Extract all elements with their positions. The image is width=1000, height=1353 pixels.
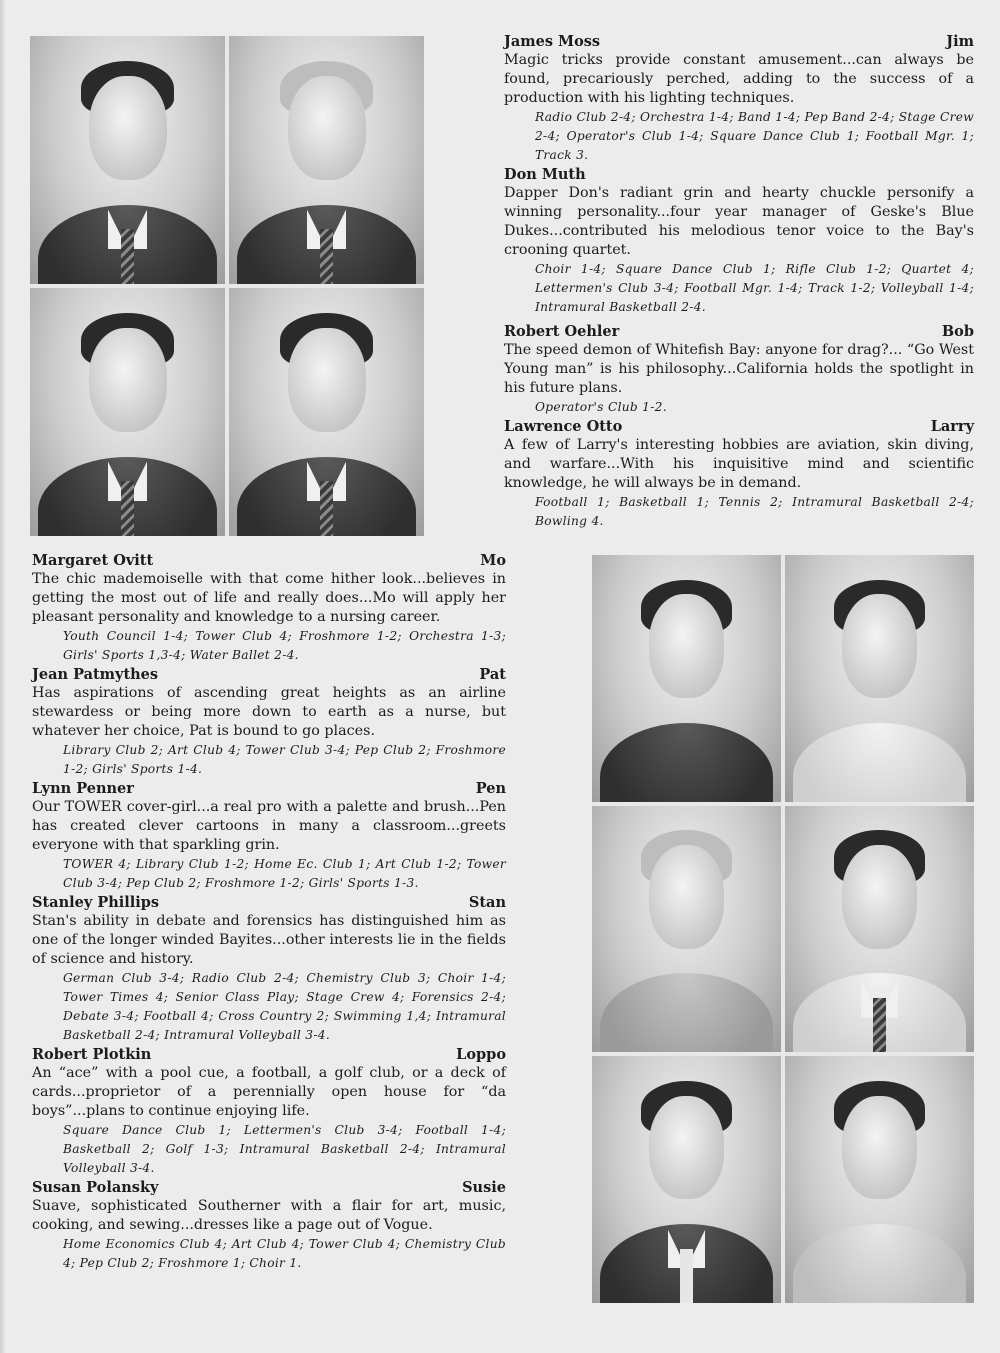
student-nickname: Bob (941, 323, 974, 340)
senior-entry (32, 1178, 506, 1273)
student-name: Susan Polansky (32, 1179, 159, 1196)
student-name: Robert Oehler (504, 323, 620, 340)
student-nickname: Pat (479, 666, 506, 683)
student-description: Magic tricks provide constant amusement...can always be found, precariously perched, adding to the success of a production with his lighting techniques. (504, 52, 974, 106)
student-description: An “ace” with a pool cue, a football, a golf club, or a deck of cards...proprietor of a perennially open house for “da boys”...plans to continue enjoying life. (32, 1065, 506, 1119)
student-description: The chic mademoiselle with that come hither look...believes in getting the most out of life and really does...Mo will apply her pleasant personality and knowledge to a nursing career. (32, 571, 506, 625)
student-name: Robert Plotkin (32, 1046, 152, 1063)
student-activities: Football 1; Basketball 1; Tennis 2; Intramural Basketball 2-4; Bowling 4. (535, 495, 974, 528)
biography-column-left (32, 551, 506, 1273)
senior-entry (32, 551, 506, 665)
senior-entry (32, 779, 506, 893)
student-name: Margaret Ovitt (32, 552, 154, 569)
student-name: Don Muth (504, 166, 586, 183)
senior-entry (504, 165, 974, 317)
student-description: Suave, sophisticated Southerner with a flair for art, music, cooking, and sewing...dresses like a page out of Vogue. (32, 1198, 506, 1233)
student-description: Our TOWER cover-girl...a real pro with a palette and brush...Pen has created clever cartoons in many a classroom...greets everyone with that sparkling grin. (32, 799, 506, 853)
senior-entry (504, 322, 974, 417)
portrait-photo (785, 555, 974, 802)
senior-entry (32, 1045, 506, 1178)
portrait-photo (785, 806, 974, 1053)
senior-entry (504, 417, 974, 531)
student-name: Jean Patmythes (32, 666, 159, 683)
portrait-photo (229, 288, 424, 536)
student-name: Lawrence Otto (504, 418, 623, 435)
portrait-photo (30, 36, 225, 284)
student-activities: TOWER 4; Library Club 1-2; Home Ec. Club 1; Art Club 1-2; Tower Club 3-4; Pep Club 2; Froshmore 1-2; Girls' Sports 1-3. (63, 857, 506, 890)
student-nickname: Jim (946, 33, 974, 50)
senior-entry (32, 893, 506, 1045)
student-activities: Library Club 2; Art Club 4; Tower Club 3-4; Pep Club 2; Froshmore 1-2; Girls' Sports 1-4. (63, 743, 506, 776)
portrait-grid-top (30, 36, 424, 536)
portrait-photo (592, 806, 781, 1053)
student-description: A few of Larry's interesting hobbies are aviation, skin diving, and warfare...With his inquisitive mind and scientific knowledge, he will always be in demand. (504, 437, 974, 491)
student-nickname: Loppo (456, 1046, 506, 1063)
portrait-photo (229, 36, 424, 284)
student-activities: Radio Club 2-4; Orchestra 1-4; Band 1-4; Pep Band 2-4; Stage Crew 2-4; Operator's Club 1-4; Square Dance Club 1; Football Mgr. 1; Track 3. (535, 110, 974, 162)
portrait-photo (30, 288, 225, 536)
student-nickname: Pen (475, 780, 506, 797)
portrait-grid-bottom (592, 555, 974, 1303)
student-description: Dapper Don's radiant grin and hearty chuckle personify a winning personality...four year manager of Geske's Blue Dukes...contributed his melodious tenor voice to the Bay's crooning quartet. (504, 185, 974, 258)
student-activities: Operator's Club 1-2. (535, 400, 667, 414)
student-activities: Youth Council 1-4; Tower Club 4; Froshmore 1-2; Orchestra 1-3; Girls' Sports 1,3-4; Water Ballet 2-4. (63, 629, 506, 662)
portrait-photo (592, 555, 781, 802)
portrait-photo (785, 1056, 974, 1303)
portrait-photo (592, 1056, 781, 1303)
student-description: Stan's ability in debate and forensics has distinguished him as one of the longer winded Bayites...other interests lie in the fields of science and history. (32, 913, 506, 967)
senior-entry (504, 32, 974, 165)
biography-column-right (504, 32, 974, 531)
student-nickname: Stan (468, 894, 506, 911)
student-nickname: Susie (462, 1179, 506, 1196)
student-nickname: Mo (480, 552, 506, 569)
student-name: Stanley Phillips (32, 894, 160, 911)
student-nickname: Larry (930, 418, 974, 435)
student-name: James Moss (504, 33, 601, 50)
senior-entry (32, 665, 506, 779)
student-description: The speed demon of Whitefish Bay: anyone for drag?... “Go West Young man” is his philosophy...California holds the spotlight in his future plans. (504, 342, 974, 396)
student-activities: Home Economics Club 4; Art Club 4; Tower Club 4; Chemistry Club 4; Pep Club 2; Froshmore 1; Choir 1. (63, 1237, 506, 1270)
student-activities: Choir 1-4; Square Dance Club 1; Rifle Club 1-2; Quartet 4; Lettermen's Club 3-4; Football Mgr. 1-4; Track 1-2; Volleyball 1-4; Intramural Basketball 2-4. (535, 262, 974, 314)
student-name: Lynn Penner (32, 780, 134, 797)
student-activities: Square Dance Club 1; Lettermen's Club 3-4; Football 1-4; Basketball 2; Golf 1-3; Intramural Basketball 2-4; Intramural Volleyball 3-4. (63, 1123, 506, 1175)
student-activities: German Club 3-4; Radio Club 2-4; Chemistry Club 3; Choir 1-4; Tower Times 4; Senior Class Play; Stage Crew 4; Forensics 2-4; Debate 3-4; Football 4; Cross Country 2; Swimming 1,4; Intramural Basketball 2-4; Intramural Volleyball 3-4. (63, 971, 506, 1042)
student-description: Has aspirations of ascending great heights as an airline stewardess or being more down to earth as a nurse, but whatever her choice, Pat is bound to go places. (32, 685, 506, 739)
